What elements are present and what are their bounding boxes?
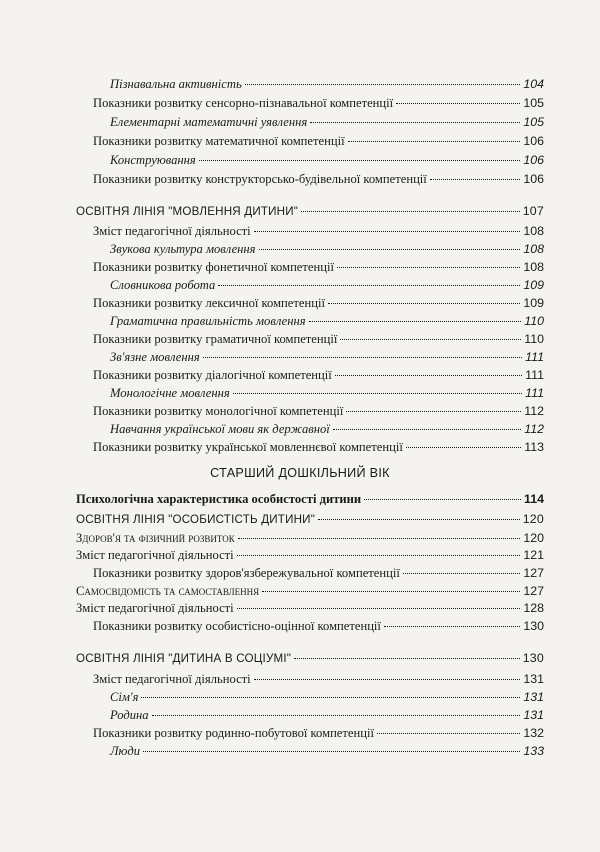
- toc-leader-dots: [254, 231, 521, 232]
- toc-entry-title: Психологічна характеристика особистості дитини: [76, 492, 362, 506]
- toc-entry-title: ОСВІТНЯ ЛІНІЯ "МОВЛЕННЯ ДИТИНИ": [76, 205, 299, 218]
- toc-leader-dots: [141, 697, 520, 698]
- toc-entry-page: 111: [525, 350, 544, 364]
- toc-entry-page: 120: [523, 531, 544, 545]
- toc-entry-page: 106: [523, 134, 544, 148]
- toc-entry-page: 107: [522, 204, 544, 218]
- toc-entry-page: 132: [523, 726, 544, 740]
- toc-entry: [93, 566, 544, 584]
- toc-entry-page: 110: [524, 314, 544, 328]
- toc-leader-dots: [430, 179, 521, 180]
- toc-entry-title: Родина: [110, 708, 149, 722]
- toc-entry: [76, 531, 544, 549]
- toc-entry: [76, 204, 544, 222]
- toc-leader-dots: [233, 393, 522, 394]
- toc-entry: [110, 386, 544, 404]
- toc-entry-title: Зміст педагогічної діяльності: [76, 601, 234, 615]
- toc-entry-page: 105: [523, 115, 544, 129]
- toc-entry-page: 130: [523, 619, 544, 633]
- toc-entry-title: Показники розвитку української мовленнєвої компетенції: [93, 440, 403, 454]
- toc-entry-title: Зміст педагогічної діяльності: [76, 548, 234, 562]
- toc-entry-title: Здоров'я та фізичний розвиток: [76, 531, 235, 545]
- toc-entry: [76, 601, 544, 619]
- toc-leader-dots: [377, 733, 520, 734]
- toc-entry-page: 113: [524, 440, 544, 454]
- toc-entry-page: 127: [523, 566, 544, 580]
- toc-leader-dots: [406, 447, 521, 448]
- toc-entry-page: 104: [523, 77, 544, 91]
- toc-leader-dots: [237, 608, 521, 609]
- toc-entry-title: Сім'я: [110, 690, 139, 704]
- toc-leader-dots: [364, 499, 521, 500]
- toc-leader-dots: [335, 375, 522, 376]
- toc-entry: [93, 96, 544, 114]
- toc-entry: [110, 278, 544, 296]
- toc-leader-dots: [340, 339, 521, 340]
- toc-entry: [93, 404, 544, 422]
- toc-entry: [110, 115, 544, 133]
- toc-entry: [110, 690, 544, 708]
- toc-entry-page: 112: [524, 404, 544, 418]
- toc-entry: [110, 708, 544, 726]
- toc-entry-title: Зміст педагогічної діяльності: [93, 672, 251, 686]
- toc-leader-dots: [328, 303, 520, 304]
- toc-entry: [93, 260, 544, 278]
- toc-entry-title: Показники розвитку граматичної компетенції: [93, 332, 338, 346]
- toc-entry: [93, 672, 544, 690]
- toc-entry-title: Зв'язне мовлення: [110, 350, 200, 364]
- toc-entry-page: 114: [524, 492, 544, 506]
- toc-entry: [110, 744, 544, 762]
- toc-entry-title: Показники розвитку конструкторсько-будівельної компетенції: [93, 172, 427, 186]
- toc-leader-dots: [199, 160, 521, 161]
- toc-entry-title: Звукова культура мовлення: [110, 242, 256, 256]
- toc-entry-title: ОСВІТНЯ ЛІНІЯ "ОСОБИСТІСТЬ ДИТИНИ": [76, 513, 316, 526]
- toc-entry-title: Навчання української мови як державної: [110, 422, 330, 436]
- toc-entry-title: Люди: [110, 744, 141, 758]
- toc-entry: [93, 368, 544, 386]
- toc-entry-title: Словникова робота: [110, 278, 216, 292]
- toc-entry: [93, 619, 544, 637]
- toc-leader-dots: [318, 519, 520, 520]
- toc-entry-title: Показники розвитку родинно-побутової компетенції: [93, 726, 374, 740]
- toc-entry-title: Показники розвитку сенсорно-пізнавальної компетенції: [93, 96, 394, 110]
- toc-entry-title: Показники розвитку математичної компетенції: [93, 134, 345, 148]
- toc-entry-title: Самосвідомість та самоставлення: [76, 584, 260, 598]
- toc-entry: [110, 77, 544, 95]
- toc-entry-title: Зміст педагогічної діяльності: [93, 224, 251, 238]
- toc-entry-page: 105: [523, 96, 544, 110]
- toc-entry: [110, 314, 544, 332]
- toc-entry-page: 108: [523, 242, 544, 256]
- toc-entry: [110, 153, 544, 171]
- toc-entry-title: Показники розвитку фонетичної компетенції: [93, 260, 334, 274]
- toc-leader-dots: [333, 429, 521, 430]
- toc-entry-page: 133: [523, 744, 544, 758]
- toc-entry: [76, 492, 544, 510]
- toc-entry-title: Показники розвитку особистісно-оцінної компетенції: [93, 619, 381, 633]
- toc-leader-dots: [237, 555, 521, 556]
- toc-leader-dots: [254, 679, 521, 680]
- toc-entry-page: 109: [523, 278, 544, 292]
- section-heading: СТАРШИЙ ДОШКІЛЬНИЙ ВІК: [210, 466, 390, 480]
- toc-entry-page: 106: [523, 172, 544, 186]
- toc-leader-dots: [259, 249, 521, 250]
- toc-entry-page: 108: [523, 260, 544, 274]
- toc-entry-page: 131: [523, 708, 544, 722]
- toc-entry-page: 108: [523, 224, 544, 238]
- toc-entry-page: 109: [523, 296, 544, 310]
- toc-entry-title: Елементарні математичні уявлення: [110, 115, 308, 129]
- toc-entry-title: Показники розвитку монологічної компетенції: [93, 404, 344, 418]
- toc-leader-dots: [238, 538, 521, 539]
- toc-entry-page: 120: [522, 512, 544, 526]
- toc-entry: [76, 548, 544, 566]
- toc-entry-title: Конструювання: [110, 153, 196, 167]
- toc-leader-dots: [218, 285, 520, 286]
- toc-leader-dots: [348, 141, 521, 142]
- toc-entry-page: 106: [523, 153, 544, 167]
- toc-entry-title: Показники розвитку лексичної компетенції: [93, 296, 325, 310]
- toc-entry: [76, 512, 544, 530]
- toc-entry: [110, 350, 544, 368]
- toc-entry-page: 110: [524, 332, 544, 346]
- toc-entry-page: 112: [524, 422, 544, 436]
- toc-leader-dots: [403, 573, 520, 574]
- toc-entry: [93, 134, 544, 152]
- toc-entry-page: 111: [525, 386, 544, 400]
- toc-leader-dots: [337, 267, 520, 268]
- toc-entry-page: 131: [523, 672, 544, 686]
- toc-leader-dots: [294, 658, 520, 659]
- toc-entry: [110, 422, 544, 440]
- toc-entry-title: ОСВІТНЯ ЛІНІЯ "ДИТИНА В СОЦІУМІ": [76, 652, 292, 665]
- toc-entry: [76, 651, 544, 669]
- toc-leader-dots: [310, 122, 520, 123]
- toc-entry-title: Граматична правильність мовлення: [110, 314, 306, 328]
- toc-leader-dots: [262, 591, 520, 592]
- toc-entry: [93, 440, 544, 458]
- toc-entry-page: 121: [523, 548, 544, 562]
- toc-entry-title: Показники розвитку діалогічної компетенції: [93, 368, 332, 382]
- toc-leader-dots: [245, 84, 521, 85]
- toc-entry: [93, 296, 544, 314]
- toc-entry-title: Монологічне мовлення: [110, 386, 230, 400]
- toc-leader-dots: [396, 103, 520, 104]
- toc-entry-page: 111: [525, 368, 544, 382]
- toc-entry-title: Пізнавальна активність: [110, 77, 242, 91]
- toc-leader-dots: [152, 715, 521, 716]
- toc-leader-dots: [346, 411, 521, 412]
- toc-leader-dots: [384, 626, 520, 627]
- toc-entry-page: 131: [523, 690, 544, 704]
- toc-entry: [93, 726, 544, 744]
- toc-entry-page: 128: [523, 601, 544, 615]
- toc-entry: [93, 172, 544, 190]
- toc-entry-title: Показники розвитку здоров'язбережувальної компетенції: [93, 566, 400, 580]
- toc-entry: [93, 332, 544, 350]
- toc-entry-page: 127: [523, 584, 544, 598]
- toc-leader-dots: [301, 211, 520, 212]
- toc-entry-page: 130: [522, 651, 544, 665]
- toc-entry: [110, 242, 544, 260]
- toc-entry: [93, 224, 544, 242]
- toc-leader-dots: [309, 321, 522, 322]
- toc-leader-dots: [203, 357, 522, 358]
- toc-entry: [76, 584, 544, 602]
- toc-leader-dots: [143, 751, 520, 752]
